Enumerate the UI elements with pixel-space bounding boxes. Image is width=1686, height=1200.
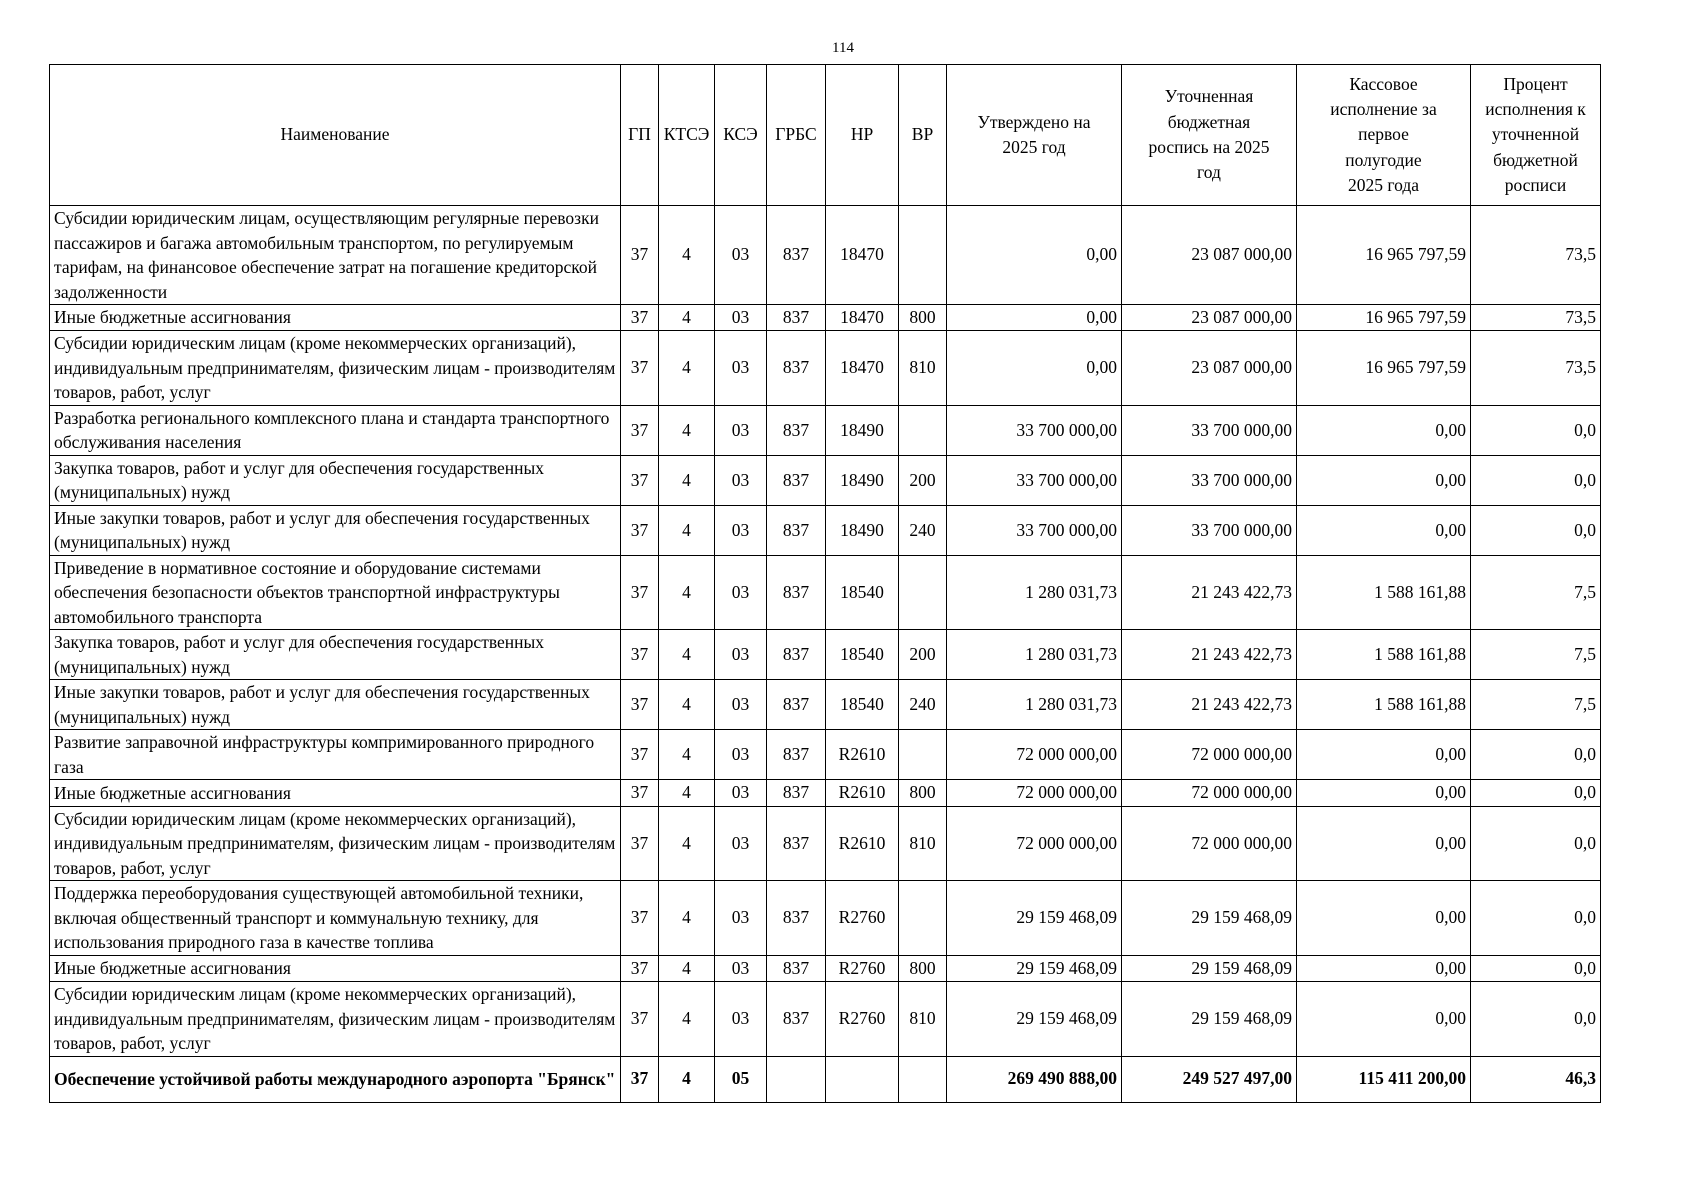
- header-kse: КСЭ: [715, 65, 767, 206]
- cell-nr: 18540: [826, 630, 899, 680]
- cell-refined: 21 243 422,73: [1122, 555, 1297, 630]
- cell-gp: 37: [621, 780, 659, 806]
- cell-refined: 29 159 468,09: [1122, 955, 1297, 981]
- cell-name: Иные закупки товаров, работ и услуг для обеспечения государственных (муниципальных) нужд: [50, 505, 621, 555]
- cell-vr: [899, 405, 947, 455]
- cell-refined: 23 087 000,00: [1122, 305, 1297, 331]
- cell-approved: 29 159 468,09: [947, 955, 1122, 981]
- cell-kse: 05: [715, 1056, 767, 1102]
- table-row: [50, 505, 1601, 555]
- cell-nr: R2760: [826, 982, 899, 1057]
- cell-grbs: [767, 1056, 826, 1102]
- table-row: [50, 405, 1601, 455]
- cell-ktse: 4: [659, 331, 715, 406]
- cell-grbs: 837: [767, 555, 826, 630]
- cell-approved: 29 159 468,09: [947, 881, 1122, 956]
- cell-cash: 0,00: [1297, 505, 1471, 555]
- budget-execution-table: [49, 64, 1601, 1103]
- cell-vr: 810: [899, 806, 947, 881]
- cell-kse: 03: [715, 680, 767, 730]
- cell-kse: 03: [715, 982, 767, 1057]
- cell-percent: 0,0: [1471, 730, 1601, 780]
- cell-vr: [899, 1056, 947, 1102]
- cell-percent: 0,0: [1471, 806, 1601, 881]
- cell-percent: 73,5: [1471, 305, 1601, 331]
- cell-ktse: 4: [659, 505, 715, 555]
- cell-cash: 0,00: [1297, 806, 1471, 881]
- cell-nr: R2760: [826, 955, 899, 981]
- cell-percent: 73,5: [1471, 331, 1601, 406]
- cell-vr: 200: [899, 455, 947, 505]
- cell-vr: 240: [899, 505, 947, 555]
- cell-gp: 37: [621, 630, 659, 680]
- cell-ktse: 4: [659, 305, 715, 331]
- table-row: [50, 680, 1601, 730]
- cell-kse: 03: [715, 806, 767, 881]
- cell-cash: 1 588 161,88: [1297, 630, 1471, 680]
- header-vr: ВР: [899, 65, 947, 206]
- cell-kse: 03: [715, 455, 767, 505]
- table-row: [50, 630, 1601, 680]
- header-nr: НР: [826, 65, 899, 206]
- cell-name: Приведение в нормативное состояние и оборудование системами обеспечения безопасности объектов транспортной инфраструктуры автомобильного транспорта: [50, 555, 621, 630]
- cell-percent: 73,5: [1471, 206, 1601, 305]
- cell-gp: 37: [621, 505, 659, 555]
- cell-percent: 0,0: [1471, 455, 1601, 505]
- cell-approved: 0,00: [947, 331, 1122, 406]
- cell-cash: 16 965 797,59: [1297, 206, 1471, 305]
- cell-name: Субсидии юридическим лицам (кроме некоммерческих организаций), индивидуальным предпринимателям, физическим лицам - производителям товаров, работ, услуг: [50, 982, 621, 1057]
- cell-grbs: 837: [767, 331, 826, 406]
- cell-kse: 03: [715, 505, 767, 555]
- cell-nr: 18540: [826, 680, 899, 730]
- cell-vr: 800: [899, 955, 947, 981]
- cell-gp: 37: [621, 982, 659, 1057]
- cell-ktse: 4: [659, 1056, 715, 1102]
- cell-grbs: 837: [767, 780, 826, 806]
- cell-percent: 0,0: [1471, 405, 1601, 455]
- cell-percent: 0,0: [1471, 505, 1601, 555]
- table-row: [50, 955, 1601, 981]
- cell-grbs: 837: [767, 680, 826, 730]
- cell-percent: 0,0: [1471, 780, 1601, 806]
- cell-grbs: 837: [767, 806, 826, 881]
- cell-refined: 23 087 000,00: [1122, 331, 1297, 406]
- header-name: Наименование: [50, 65, 621, 206]
- cell-vr: 800: [899, 305, 947, 331]
- cell-vr: 800: [899, 780, 947, 806]
- cell-cash: 0,00: [1297, 405, 1471, 455]
- cell-refined: 249 527 497,00: [1122, 1056, 1297, 1102]
- cell-name: Закупка товаров, работ и услуг для обеспечения государственных (муниципальных) нужд: [50, 630, 621, 680]
- cell-name: Разработка регионального комплексного плана и стандарта транспортного обслуживания населения: [50, 405, 621, 455]
- cell-kse: 03: [715, 881, 767, 956]
- cell-approved: 33 700 000,00: [947, 455, 1122, 505]
- cell-cash: 0,00: [1297, 780, 1471, 806]
- cell-nr: R2760: [826, 881, 899, 956]
- cell-vr: 810: [899, 331, 947, 406]
- cell-grbs: 837: [767, 730, 826, 780]
- cell-refined: 29 159 468,09: [1122, 982, 1297, 1057]
- cell-nr: R2610: [826, 806, 899, 881]
- cell-ktse: 4: [659, 206, 715, 305]
- table-row: [50, 305, 1601, 331]
- table-row: [50, 806, 1601, 881]
- cell-gp: 37: [621, 730, 659, 780]
- cell-approved: 1 280 031,73: [947, 555, 1122, 630]
- cell-name: Поддержка переоборудования существующей автомобильной техники, включая общественный транспорт и коммунальную технику, для использования природного газа в качестве топлива: [50, 881, 621, 956]
- table-header-row: [50, 65, 1601, 206]
- cell-gp: 37: [621, 1056, 659, 1102]
- cell-percent: 0,0: [1471, 955, 1601, 981]
- cell-nr: 18490: [826, 455, 899, 505]
- cell-ktse: 4: [659, 680, 715, 730]
- cell-vr: 810: [899, 982, 947, 1057]
- cell-grbs: 837: [767, 206, 826, 305]
- cell-cash: 0,00: [1297, 730, 1471, 780]
- cell-grbs: 837: [767, 982, 826, 1057]
- cell-kse: 03: [715, 630, 767, 680]
- cell-kse: 03: [715, 955, 767, 981]
- cell-kse: 03: [715, 780, 767, 806]
- cell-kse: 03: [715, 555, 767, 630]
- cell-grbs: 837: [767, 881, 826, 956]
- table-row: [50, 881, 1601, 956]
- table-row: [50, 555, 1601, 630]
- cell-ktse: 4: [659, 630, 715, 680]
- cell-cash: 1 588 161,88: [1297, 680, 1471, 730]
- cell-gp: 37: [621, 555, 659, 630]
- cell-grbs: 837: [767, 505, 826, 555]
- cell-refined: 72 000 000,00: [1122, 806, 1297, 881]
- cell-name: Иные бюджетные ассигнования: [50, 780, 621, 806]
- cell-refined: 33 700 000,00: [1122, 405, 1297, 455]
- cell-approved: 72 000 000,00: [947, 780, 1122, 806]
- cell-refined: 23 087 000,00: [1122, 206, 1297, 305]
- cell-name: Субсидии юридическим лицам (кроме некоммерческих организаций), индивидуальным предпринимателям, физическим лицам - производителям товаров, работ, услуг: [50, 331, 621, 406]
- cell-kse: 03: [715, 206, 767, 305]
- cell-ktse: 4: [659, 780, 715, 806]
- cell-approved: 269 490 888,00: [947, 1056, 1122, 1102]
- cell-vr: [899, 555, 947, 630]
- cell-refined: 33 700 000,00: [1122, 505, 1297, 555]
- cell-vr: 200: [899, 630, 947, 680]
- cell-ktse: 4: [659, 455, 715, 505]
- table-row: [50, 982, 1601, 1057]
- cell-approved: 0,00: [947, 305, 1122, 331]
- cell-kse: 03: [715, 331, 767, 406]
- cell-vr: [899, 881, 947, 956]
- cell-name: Иные бюджетные ассигнования: [50, 305, 621, 331]
- cell-name: Субсидии юридическим лицам (кроме некоммерческих организаций), индивидуальным предпринимателям, физическим лицам - производителям товаров, работ, услуг: [50, 806, 621, 881]
- cell-gp: 37: [621, 806, 659, 881]
- cell-approved: 1 280 031,73: [947, 630, 1122, 680]
- cell-cash: 0,00: [1297, 881, 1471, 956]
- cell-gp: 37: [621, 955, 659, 981]
- cell-gp: 37: [621, 881, 659, 956]
- cell-percent: 46,3: [1471, 1056, 1601, 1102]
- header-cash: Кассовое исполнение за первое полугодие 2025 года: [1297, 65, 1471, 206]
- cell-approved: 1 280 031,73: [947, 680, 1122, 730]
- cell-gp: 37: [621, 331, 659, 406]
- cell-cash: 0,00: [1297, 982, 1471, 1057]
- cell-ktse: 4: [659, 806, 715, 881]
- cell-vr: [899, 730, 947, 780]
- cell-grbs: 837: [767, 630, 826, 680]
- cell-nr: R2610: [826, 730, 899, 780]
- header-refined: Уточненная бюджетная роспись на 2025 год: [1122, 65, 1297, 206]
- cell-refined: 29 159 468,09: [1122, 881, 1297, 956]
- cell-nr: [826, 1056, 899, 1102]
- table-row: [50, 455, 1601, 505]
- cell-name: Иные бюджетные ассигнования: [50, 955, 621, 981]
- cell-ktse: 4: [659, 555, 715, 630]
- cell-grbs: 837: [767, 955, 826, 981]
- header-grbs: ГРБС: [767, 65, 826, 206]
- table-row: [50, 730, 1601, 780]
- cell-vr: 240: [899, 680, 947, 730]
- cell-kse: 03: [715, 305, 767, 331]
- cell-ktse: 4: [659, 955, 715, 981]
- cell-approved: 33 700 000,00: [947, 505, 1122, 555]
- cell-refined: 21 243 422,73: [1122, 680, 1297, 730]
- cell-ktse: 4: [659, 730, 715, 780]
- cell-nr: 18490: [826, 505, 899, 555]
- cell-approved: 72 000 000,00: [947, 806, 1122, 881]
- cell-name: Иные закупки товаров, работ и услуг для обеспечения государственных (муниципальных) нужд: [50, 680, 621, 730]
- cell-percent: 7,5: [1471, 555, 1601, 630]
- cell-grbs: 837: [767, 305, 826, 331]
- cell-ktse: 4: [659, 405, 715, 455]
- cell-gp: 37: [621, 305, 659, 331]
- cell-cash: 0,00: [1297, 455, 1471, 505]
- cell-kse: 03: [715, 405, 767, 455]
- cell-name: Развитие заправочной инфраструктуры компримированного природного газа: [50, 730, 621, 780]
- header-gp: ГП: [621, 65, 659, 206]
- header-ktse: КТСЭ: [659, 65, 715, 206]
- cell-gp: 37: [621, 680, 659, 730]
- cell-grbs: 837: [767, 405, 826, 455]
- cell-nr: 18470: [826, 305, 899, 331]
- page-number: 114: [832, 40, 854, 56]
- cell-approved: 29 159 468,09: [947, 982, 1122, 1057]
- cell-approved: 0,00: [947, 206, 1122, 305]
- table-row: [50, 331, 1601, 406]
- cell-nr: 18470: [826, 206, 899, 305]
- cell-cash: 0,00: [1297, 955, 1471, 981]
- table-row: [50, 780, 1601, 806]
- cell-cash: 1 588 161,88: [1297, 555, 1471, 630]
- cell-percent: 0,0: [1471, 881, 1601, 956]
- cell-percent: 0,0: [1471, 982, 1601, 1057]
- cell-nr: 18540: [826, 555, 899, 630]
- cell-approved: 72 000 000,00: [947, 730, 1122, 780]
- cell-cash: 16 965 797,59: [1297, 331, 1471, 406]
- cell-percent: 7,5: [1471, 630, 1601, 680]
- cell-kse: 03: [715, 730, 767, 780]
- cell-refined: 21 243 422,73: [1122, 630, 1297, 680]
- table-row: [50, 1056, 1601, 1102]
- cell-percent: 7,5: [1471, 680, 1601, 730]
- cell-name: Закупка товаров, работ и услуг для обеспечения государственных (муниципальных) нужд: [50, 455, 621, 505]
- cell-ktse: 4: [659, 982, 715, 1057]
- header-percent: Процент исполнения к уточненной бюджетной росписи: [1471, 65, 1601, 206]
- table-row: [50, 206, 1601, 305]
- cell-cash: 115 411 200,00: [1297, 1056, 1471, 1102]
- cell-vr: [899, 206, 947, 305]
- cell-ktse: 4: [659, 881, 715, 956]
- cell-approved: 33 700 000,00: [947, 405, 1122, 455]
- cell-gp: 37: [621, 206, 659, 305]
- header-approved: Утверждено на 2025 год: [947, 65, 1122, 206]
- cell-nr: R2610: [826, 780, 899, 806]
- cell-gp: 37: [621, 455, 659, 505]
- cell-refined: 72 000 000,00: [1122, 780, 1297, 806]
- cell-name: Обеспечение устойчивой работы международного аэропорта "Брянск": [50, 1056, 621, 1102]
- cell-refined: 72 000 000,00: [1122, 730, 1297, 780]
- cell-refined: 33 700 000,00: [1122, 455, 1297, 505]
- cell-grbs: 837: [767, 455, 826, 505]
- cell-nr: 18470: [826, 331, 899, 406]
- cell-cash: 16 965 797,59: [1297, 305, 1471, 331]
- cell-nr: 18490: [826, 405, 899, 455]
- cell-name: Субсидии юридическим лицам, осуществляющим регулярные перевозки пассажиров и багажа автомобильным транспортом, по регулируемым тарифам, на финансовое обеспечение затрат на погашение кредиторской задолженности: [50, 206, 621, 305]
- cell-gp: 37: [621, 405, 659, 455]
